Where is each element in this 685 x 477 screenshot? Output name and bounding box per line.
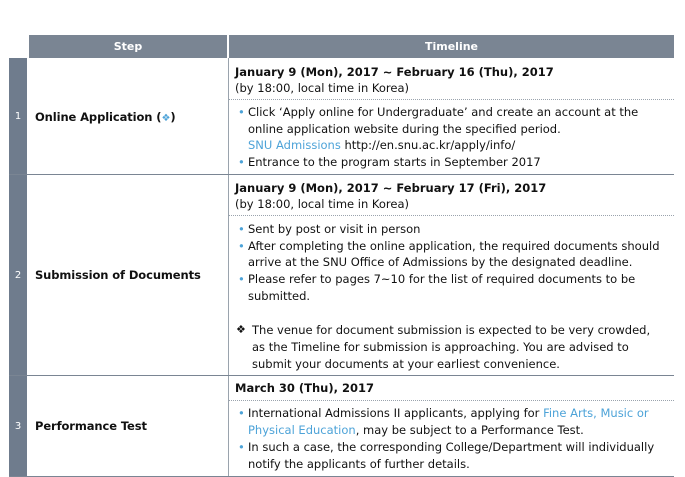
row3-bullet-2-cont: notify the applicants of further details.	[248, 457, 470, 471]
bullet-icon: •	[238, 239, 245, 253]
row-number-2	[9, 175, 27, 375]
bullet-icon: •	[238, 272, 245, 286]
row3-dotted-divider	[229, 400, 674, 401]
row-divider	[9, 375, 674, 376]
bullet-icon: •	[238, 222, 245, 236]
row2-note-line-1: The venue for document submission is expected to be very crowded,	[252, 323, 651, 337]
admissions-url[interactable]: http://en.snu.ac.kr/apply/info/	[344, 138, 516, 152]
info-diamond-icon[interactable]: ❖	[161, 113, 171, 124]
row1-date: January 9 (Mon), 2017 ~ February 16 (Thu), 2017	[235, 65, 554, 79]
row2-date: January 9 (Mon), 2017 ~ February 17 (Fri), 2017	[235, 181, 547, 195]
note-marker-icon: ❖	[236, 323, 246, 336]
row3-date: March 30 (Thu), 2017	[235, 381, 374, 395]
row2-subdate: (by 18:00, local time in Korea)	[235, 197, 410, 211]
fine-arts-music-highlight: Fine Arts, Music or	[543, 406, 649, 420]
row1-dotted-divider	[229, 99, 674, 100]
row2-dotted-divider	[229, 215, 674, 216]
step-online-application	[35, 110, 175, 124]
row3-bullet-1-tail: , may be subject to a Performance Test.	[355, 423, 584, 437]
step-submission-of-documents: Submission of Documents	[35, 268, 201, 282]
row1-bullet-1-cont: online application website during the specified period.	[248, 122, 561, 136]
bullet-icon: •	[238, 440, 245, 454]
snu-admissions-link[interactable]: SNU Admissions	[248, 138, 341, 152]
row2-bullet-3: Please refer to pages 7~10 for the list of required documents to be	[248, 272, 636, 286]
row-divider	[9, 174, 674, 175]
row-number-label: 1	[14, 110, 22, 122]
row-number-label: 2	[14, 269, 22, 281]
row1-bullet-1: Click ‘Apply online for Undergraduate’ and create an account at the	[248, 105, 639, 119]
row2-note-line-3: submit your documents at your earliest convenience.	[252, 357, 560, 371]
row3-bullet-2: In such a case, the corresponding College/Department will individually	[248, 440, 655, 454]
step-label-suffix: )	[170, 110, 176, 124]
row-number-1	[9, 58, 27, 174]
bullet-icon: •	[238, 406, 245, 420]
bullet-icon: •	[238, 155, 245, 169]
column-divider	[228, 58, 229, 477]
row1-bullet-2: Entrance to the program starts in September 2017	[248, 155, 541, 169]
physical-education-highlight: Physical Education	[248, 423, 356, 437]
row2-note-line-2: as the Timeline for submission is approaching. You are advised to	[252, 340, 629, 354]
timeline-column-header	[229, 35, 674, 58]
row2-bullet-2: After completing the online application, the required documents should	[248, 239, 660, 253]
bullet-icon: •	[238, 105, 245, 119]
row2-bullet-2-cont: arrive at the SNU Office of Admissions by the designated deadline.	[248, 255, 633, 269]
step-label: Online Application (	[35, 110, 162, 124]
step-column-header	[29, 35, 227, 58]
row2-bullet-3-cont: submitted.	[248, 289, 311, 303]
timeline-header-label: Timeline	[424, 40, 479, 53]
step-header-label: Step	[113, 40, 143, 53]
row-number-label: 3	[14, 421, 22, 432]
row3-bullet-1	[248, 406, 649, 420]
row2-bullet-1: Sent by post or visit in person	[248, 222, 421, 236]
row-number-3	[9, 376, 27, 477]
row3-bullet-1-text: International Admissions II applicants, applying for	[248, 406, 540, 420]
row3-bullet-1-cont	[248, 423, 584, 437]
row1-link-line	[248, 138, 515, 152]
row1-subdate: (by 18:00, local time in Korea)	[235, 81, 410, 95]
step-performance-test: Performance Test	[35, 419, 147, 433]
